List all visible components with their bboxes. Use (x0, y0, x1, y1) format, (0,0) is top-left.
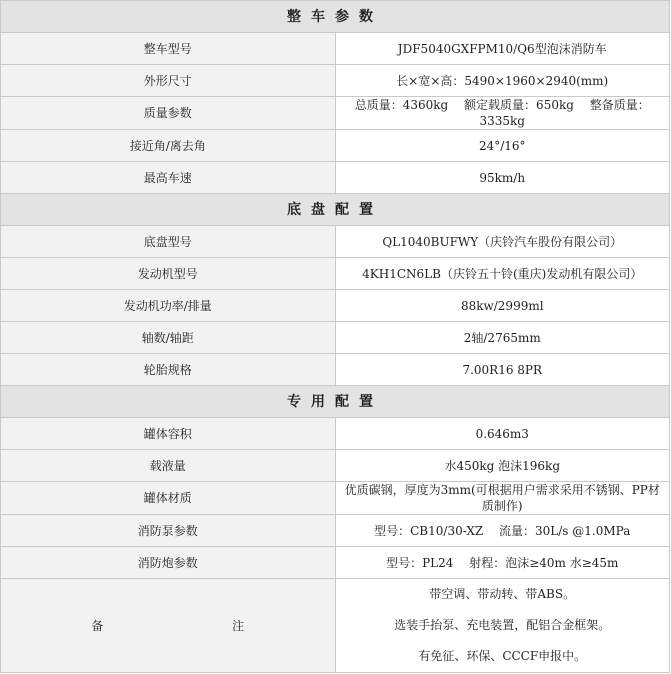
row-label: 质量参数 (1, 97, 336, 130)
section-title: 专用配置 (1, 386, 670, 418)
row-value: 长×宽×高：5490×1960×2940(mm) (335, 65, 670, 97)
table-row (1, 290, 670, 322)
table-row (1, 258, 670, 290)
remark-line: 带空调、带动转、带ABS。 (429, 587, 576, 601)
row-label: 消防炮参数 (1, 547, 336, 579)
table-row (1, 450, 670, 482)
row-value: 型号：PL24 射程：泡沫≥40m 水≥45m (335, 547, 670, 579)
row-value: JDF5040GXFPM10/Q6型泡沫消防车 (335, 33, 670, 65)
row-value: 7.00R16 8PR (335, 354, 670, 386)
row-label: 罐体容积 (1, 418, 336, 450)
row-value: 优质碳钢，厚度为3mm(可根据用户需求采用不锈钢、PP材质制作) (335, 482, 670, 515)
row-value: 型号：CB10/30-XZ 流量：30L/s @1.0MPa (335, 515, 670, 547)
row-value: 2轴/2765mm (335, 322, 670, 354)
row-value: 水450kg 泡沫196kg (335, 450, 670, 482)
table-row (1, 354, 670, 386)
table-row (1, 162, 670, 194)
table-row (1, 515, 670, 547)
remarks-content (335, 579, 670, 673)
remark-line: 有免征、环保、CCCF申报中。 (418, 649, 587, 663)
remarks-label (1, 579, 336, 673)
section-title: 底盘配置 (1, 194, 670, 226)
remark-line: 选装手抬泵、充电装置，配铝合金框架。 (394, 618, 611, 632)
remarks-row (1, 579, 670, 673)
row-value: 95km/h (335, 162, 670, 194)
row-label: 最高车速 (1, 162, 336, 194)
section-header-special-config (1, 386, 670, 418)
table-row (1, 482, 670, 515)
section-header-chassis (1, 194, 670, 226)
row-label: 接近角/离去角 (1, 130, 336, 162)
row-value: 24°/16° (335, 130, 670, 162)
row-label: 轮胎规格 (1, 354, 336, 386)
row-value: QL1040BUFWY（庆铃汽车股份有限公司） (335, 226, 670, 258)
table-row (1, 547, 670, 579)
table-row (1, 65, 670, 97)
table-row (1, 418, 670, 450)
table-row (1, 226, 670, 258)
section-title: 整车参数 (1, 1, 670, 33)
row-label: 外形尺寸 (1, 65, 336, 97)
row-value: 88kw/2999ml (335, 290, 670, 322)
table-row (1, 322, 670, 354)
row-label: 载液量 (1, 450, 336, 482)
section-header-vehicle-params (1, 1, 670, 33)
table-row (1, 130, 670, 162)
remarks-label-char: 备 (91, 618, 104, 633)
row-value: 4KH1CN6LB（庆铃五十铃(重庆)发动机有限公司） (335, 258, 670, 290)
row-label: 整车型号 (1, 33, 336, 65)
row-label: 发动机功率/排量 (1, 290, 336, 322)
remarks-label-char: 注 (232, 618, 245, 633)
row-value: 0.646m3 (335, 418, 670, 450)
row-label: 轴数/轴距 (1, 322, 336, 354)
table-row (1, 33, 670, 65)
row-label: 发动机型号 (1, 258, 336, 290)
table-row (1, 97, 670, 130)
row-label: 底盘型号 (1, 226, 336, 258)
row-value: 总质量：4360kg 额定载质量：650kg 整备质量：3335kg (335, 97, 670, 130)
row-label: 罐体材质 (1, 482, 336, 515)
row-label: 消防泵参数 (1, 515, 336, 547)
